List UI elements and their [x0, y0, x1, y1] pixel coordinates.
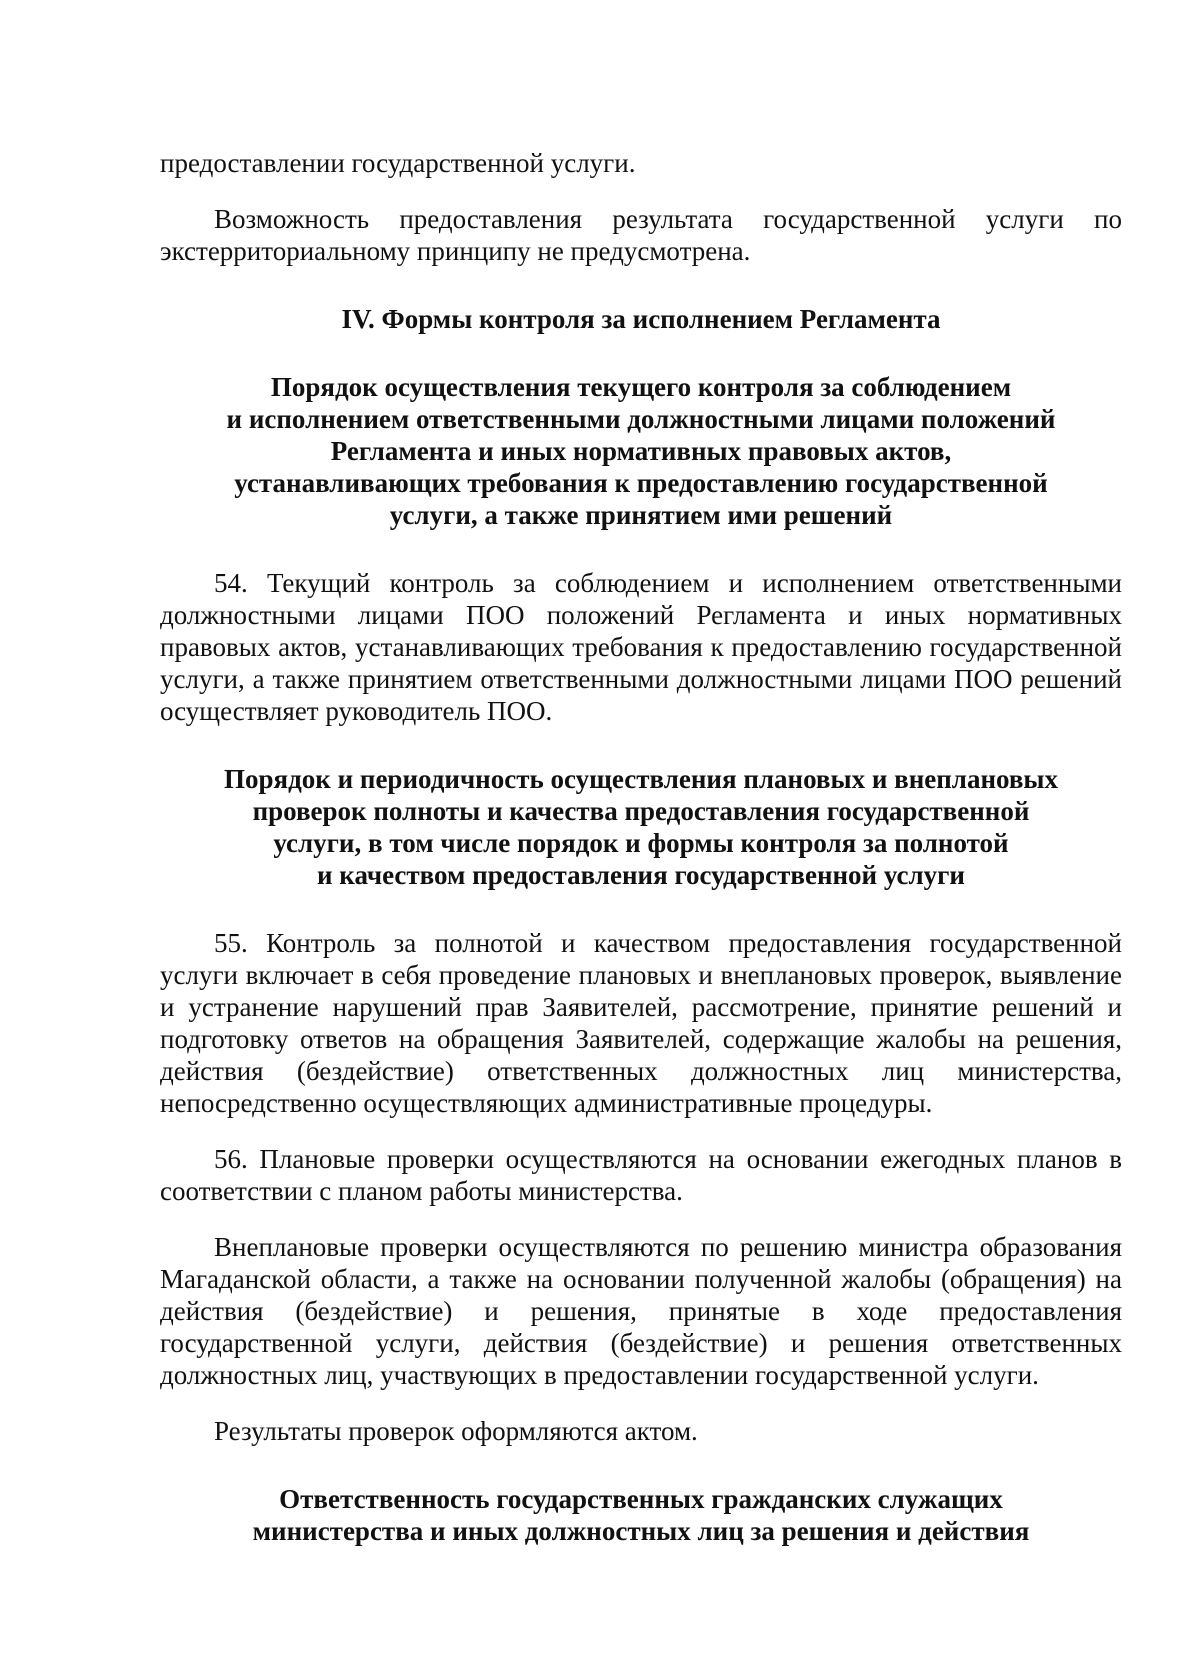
paragraph-extraterritorial: Возможность предоставления результата государственной услуги по экстерриториальному принципу не предусмотрена. [160, 204, 1122, 266]
paragraph-unscheduled-inspections: Внеплановые проверки осуществляются по решению министра образования Магаданской области, а также на основании полученной жалобы (обращения) на действия (бездействие) и решения, принятые в ходе предоставления государственной услуги, действия (бездействие) и решения ответственных должностных лиц, участвующих в предоставлении государственной услуги. [160, 1232, 1122, 1390]
heading-responsibility: Ответственность государственных гражданских служащих министерства и иных должностных лиц за решения и действия [252, 1484, 1030, 1546]
paragraph-55: 55. Контроль за полнотой и качеством предоставления государственной услуги включает в себя проведение плановых и внеплановых проверок, выявление и устранение нарушений прав Заявителей, рассмотрение, принятие решений и подготовку ответов на обращения Заявителей, содержащие жалобы на решения, действия (бездействие) ответственных должностных лиц министерства, непосредственно осуществляющих административные процедуры. [160, 928, 1122, 1118]
heading-current-control: Порядок осуществления текущего контроля за соблюдением и исполнением ответственными должностными лицами положений Регламента и иных нормативных правовых актов, устанавливающих требования к предоставлению государственной услуги, а также принятием ими решений [226, 372, 1056, 530]
section-title: IV. Формы контроля за исполнением Регламента [341, 304, 941, 334]
continuation-text: предоставлении государственной услуги. [160, 148, 636, 178]
document-body [160, 147, 1122, 1547]
paragraph-54: 54. Текущий контроль за соблюдением и исполнением ответственными должностными лицами ПОО положений Регламента и иных нормативных правовых актов, устанавливающих требования к предоставлению государственной услуги, а также принятием ответственными должностными лицами ПОО решений осуществляет руководитель ПОО. [160, 568, 1122, 726]
heading-inspections: Порядок и периодичность осуществления плановых и внеплановых проверок полноты и качества предоставления государственной услуги, в том числе порядок и формы контроля за полнотой и качеством предоставления государственной услуги [224, 764, 1058, 890]
paragraph-56: 56. Плановые проверки осуществляются на основании ежегодных планов в соответствии с планом работы министерства. [160, 1144, 1122, 1206]
paragraph-inspection-results: Результаты проверок оформляются актом. [214, 1416, 698, 1446]
